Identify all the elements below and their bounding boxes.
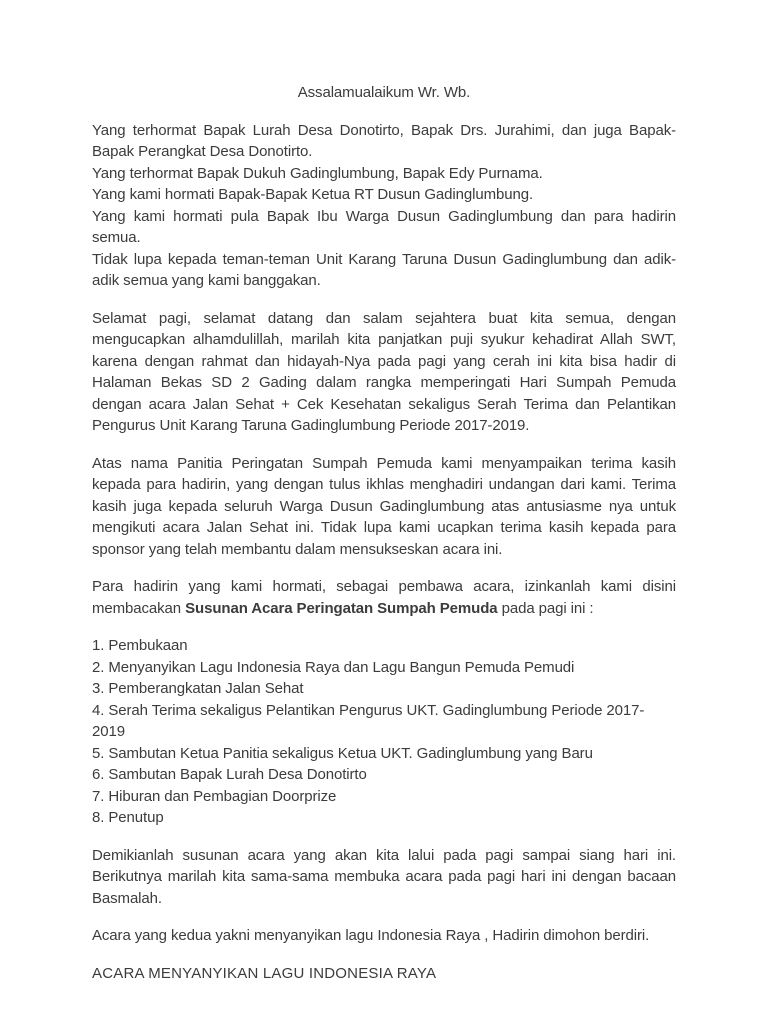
salutation-line: Yang kami hormati pula Bapak Ibu Warga Dusun Gadinglumbung dan para hadirin semua. (92, 207, 676, 246)
salutation-line: Yang kami hormati Bapak-Bapak Ketua RT Dusun Gadinglumbung. (92, 186, 534, 203)
salutation-line: Tidak lupa kepada teman-teman Unit Karang Taruna Dusun Gadinglumbung dan adik-adik semua yang kami banggakan. (92, 250, 676, 289)
agenda-item: 3. Pemberangkatan Jalan Sehat (92, 680, 304, 697)
agenda-intro-paragraph (92, 576, 676, 619)
agenda-intro-post: pada pagi ini : (497, 599, 594, 617)
agenda-item: 4. Serah Terima sekaligus Pelantikan Pengurus UKT. Gadinglumbung Periode 2017-2019 (92, 701, 645, 740)
document-title: Assalamualaikum Wr. Wb. (297, 84, 471, 101)
salutation-line: Yang terhormat Bapak Dukuh Gadinglumbung, Bapak Edy Purnama. (92, 164, 543, 182)
agenda-item: 5. Sambutan Ketua Panitia sekaligus Ketua UKT. Gadinglumbung yang Baru (92, 744, 593, 762)
agenda-item: 7. Hiburan dan Pembagian Doorprize (92, 787, 337, 805)
agenda-list (92, 635, 676, 829)
agenda-item: 1. Pembukaan (92, 637, 188, 654)
document-content (92, 82, 676, 1000)
agenda-item: 2. Menyanyikan Lagu Indonesia Raya dan Lagu Bangun Pemuda Pemudi (92, 658, 575, 676)
agenda-intro-bold: Susunan Acara Peringatan Sumpah Pemuda (185, 599, 498, 617)
opening-paragraph: Selamat pagi, selamat datang dan salam sejahtera buat kita semua, dengan mengucapkan alhamdulillah, marilah kita panjatkan puji syukur kehadirat Allah SWT, karena dengan rahmat dan hidayah-Nya pada pagi yang cerah ini kita bisa hadir di Halaman Bekas SD 2 Gading dalam rangka memperingati Hari Sumpah Pemuda dengan acara Jalan Sehat + Cek Kesehatan sekaligus Serah Terima dan Pelantikan Pengurus Unit Karang Taruna Gadinglumbung Periode 2017-2019. (92, 309, 676, 434)
closing-paragraph: Demikianlah susunan acara yang akan kita lalui pada pagi sampai siang hari ini. Berikutnya marilah kita sama-sama membuka acara pada pagi hari ini dengan bacaan Basmalah. (92, 846, 676, 907)
salutation-line: Yang terhormat Bapak Lurah Desa Donotirto, Bapak Drs. Jurahimi, dan juga Bapak-Bapak Perangkat Desa Donotirto. (92, 121, 676, 160)
second-agenda-line: Acara yang kedua yakni menyanyikan lagu Indonesia Raya , Hadirin dimohon berdiri. (92, 927, 650, 944)
salutations-block (92, 120, 676, 292)
agenda-item: 6. Sambutan Bapak Lurah Desa Donotirto (92, 766, 367, 783)
section-heading: ACARA MENYANYIKAN LAGU INDONESIA RAYA (92, 964, 437, 982)
agenda-intro-pre: Para hadirin yang kami hormati, sebagai pembawa acara, izinkanlah kami disini membacakan (92, 578, 676, 617)
thanks-paragraph: Atas nama Panitia Peringatan Sumpah Pemuda kami menyampaikan terima kasih kepada para hadirin, yang dengan tulus ikhlas menghadiri undangan dari kami. Terima kasih juga kepada seluruh Warga Dusun Gadinglumbung atas antusiasme nya untuk mengikuti acara Jalan Sehat ini. Tidak lupa kami ucapkan terima kasih kepada para sponsor yang telah membantu dalam mensukseskan acara ini. (92, 454, 676, 558)
agenda-item: 8. Penutup (92, 809, 164, 826)
